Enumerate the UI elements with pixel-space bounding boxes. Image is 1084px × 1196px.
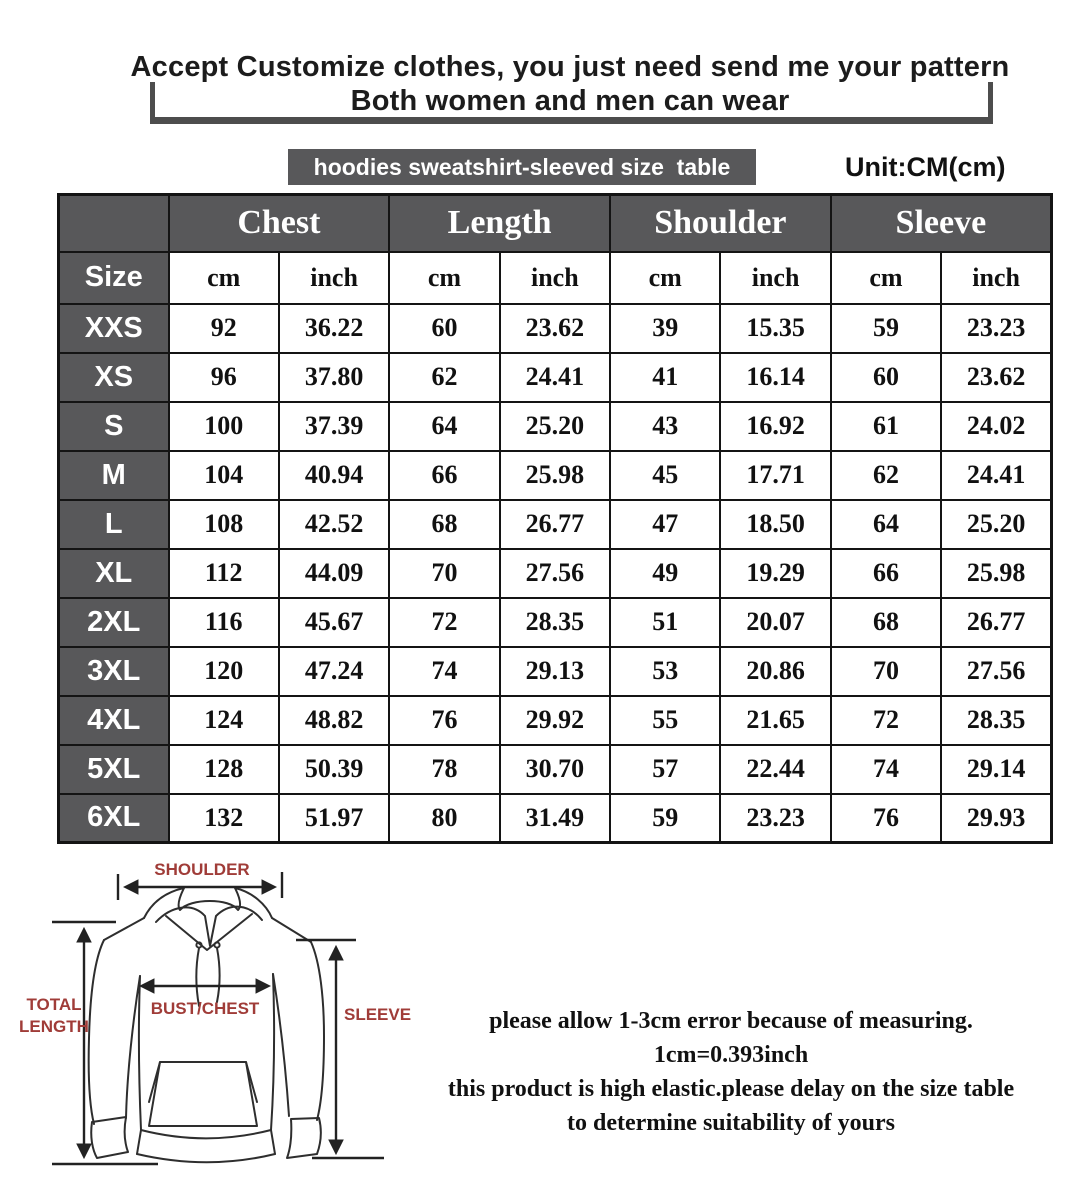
value-cell: 26.77: [941, 598, 1051, 647]
value-cell: 51: [610, 598, 720, 647]
size-cell: 4XL: [59, 696, 169, 745]
value-cell: 74: [831, 745, 941, 794]
value-cell: 29.92: [500, 696, 610, 745]
value-cell: 92: [169, 304, 279, 353]
value-cell: 66: [389, 451, 499, 500]
value-cell: 60: [389, 304, 499, 353]
table-caption-bar: hoodies sweatshirt-sleeved size table: [288, 149, 756, 185]
group-header-row: [59, 195, 1052, 252]
value-cell: 24.41: [500, 353, 610, 402]
total-length-label-line2: LENGTH: [19, 1017, 89, 1036]
table-header: [59, 195, 1052, 304]
value-cell: 25.98: [500, 451, 610, 500]
value-cell: 132: [169, 794, 279, 843]
size-cell: XS: [59, 353, 169, 402]
value-cell: 18.50: [720, 500, 830, 549]
value-cell: 61: [831, 402, 941, 451]
note-line: to determine suitability of yours: [567, 1110, 895, 1136]
col-group-sleeve: Sleeve: [831, 195, 1052, 252]
value-cell: 104: [169, 451, 279, 500]
unit-label: Unit:CM(cm): [845, 152, 1006, 182]
value-cell: 49: [610, 549, 720, 598]
value-cell: 68: [389, 500, 499, 549]
value-cell: 48.82: [279, 696, 389, 745]
value-cell: 20.86: [720, 647, 830, 696]
size-cell: XL: [59, 549, 169, 598]
value-cell: 57: [610, 745, 720, 794]
table-row: [59, 451, 1052, 500]
value-cell: 25.20: [500, 402, 610, 451]
value-cell: 124: [169, 696, 279, 745]
value-cell: 24.02: [941, 402, 1051, 451]
value-cell: 64: [831, 500, 941, 549]
value-cell: 23.62: [500, 304, 610, 353]
value-cell: 55: [610, 696, 720, 745]
value-cell: 20.07: [720, 598, 830, 647]
value-cell: 37.80: [279, 353, 389, 402]
value-cell: 26.77: [500, 500, 610, 549]
unit-header-cell: inch: [720, 252, 830, 304]
value-cell: 25.20: [941, 500, 1051, 549]
table-row: [59, 549, 1052, 598]
unit-header-cell: cm: [389, 252, 499, 304]
value-cell: 76: [389, 696, 499, 745]
value-cell: 42.52: [279, 500, 389, 549]
total-length-dimension-arrow: [52, 922, 158, 1164]
value-cell: 39: [610, 304, 720, 353]
size-cell: 5XL: [59, 745, 169, 794]
value-cell: 28.35: [941, 696, 1051, 745]
unit-header-cell: cm: [610, 252, 720, 304]
value-cell: 60: [831, 353, 941, 402]
value-cell: 96: [169, 353, 279, 402]
value-cell: 15.35: [720, 304, 830, 353]
size-cell: 6XL: [59, 794, 169, 843]
value-cell: 59: [610, 794, 720, 843]
sleeve-label: SLEEVE: [344, 1005, 412, 1024]
value-cell: 47: [610, 500, 720, 549]
corner-cell: [59, 195, 169, 252]
value-cell: 64: [389, 402, 499, 451]
value-cell: 72: [831, 696, 941, 745]
value-cell: 59: [831, 304, 941, 353]
value-cell: 28.35: [500, 598, 610, 647]
value-cell: 44.09: [279, 549, 389, 598]
size-cell: 3XL: [59, 647, 169, 696]
size-table: [57, 193, 1053, 844]
value-cell: 16.14: [720, 353, 830, 402]
value-cell: 66: [831, 549, 941, 598]
value-cell: 112: [169, 549, 279, 598]
unit-header-cell: inch: [500, 252, 610, 304]
value-cell: 100: [169, 402, 279, 451]
value-cell: 120: [169, 647, 279, 696]
value-cell: 50.39: [279, 745, 389, 794]
title-line-1: Accept Customize clothes, you just need send me your pattern: [130, 51, 1010, 83]
value-cell: 41: [610, 353, 720, 402]
table-row: [59, 402, 1052, 451]
table-row: [59, 304, 1052, 353]
value-cell: 68: [831, 598, 941, 647]
value-cell: 43: [610, 402, 720, 451]
value-cell: 29.13: [500, 647, 610, 696]
value-cell: 40.94: [279, 451, 389, 500]
value-cell: 21.65: [720, 696, 830, 745]
value-cell: 29.93: [941, 794, 1051, 843]
unit-header-row: [59, 252, 1052, 304]
value-cell: 108: [169, 500, 279, 549]
value-cell: 17.71: [720, 451, 830, 500]
value-cell: 62: [389, 353, 499, 402]
table-row: [59, 745, 1052, 794]
size-cell: S: [59, 402, 169, 451]
value-cell: 29.14: [941, 745, 1051, 794]
note-line: please allow 1-3cm error because of measuring.: [489, 1008, 973, 1034]
value-cell: 53: [610, 647, 720, 696]
page-title: [120, 50, 1020, 118]
value-cell: 128: [169, 745, 279, 794]
unit-header-cell: cm: [831, 252, 941, 304]
value-cell: 37.39: [279, 402, 389, 451]
unit-header-cell: inch: [941, 252, 1051, 304]
value-cell: 70: [831, 647, 941, 696]
value-cell: 74: [389, 647, 499, 696]
value-cell: 80: [389, 794, 499, 843]
size-cell: 2XL: [59, 598, 169, 647]
size-column-header: Size: [59, 252, 169, 304]
value-cell: 16.92: [720, 402, 830, 451]
value-cell: 25.98: [941, 549, 1051, 598]
shoulder-label: SHOULDER: [154, 860, 250, 879]
sleeve-dimension-arrow: [296, 940, 384, 1158]
value-cell: 27.56: [941, 647, 1051, 696]
value-cell: 36.22: [279, 304, 389, 353]
value-cell: 45: [610, 451, 720, 500]
total-length-label-line1: TOTAL: [26, 995, 82, 1014]
col-group-chest: Chest: [169, 195, 390, 252]
value-cell: 22.44: [720, 745, 830, 794]
value-cell: 24.41: [941, 451, 1051, 500]
value-cell: 47.24: [279, 647, 389, 696]
table-row: [59, 500, 1052, 549]
note-line: this product is high elastic.please delay on the size table: [447, 1076, 1015, 1102]
title-line-2: Both women and men can wear: [350, 85, 790, 117]
table-row: [59, 647, 1052, 696]
unit-header-cell: cm: [169, 252, 279, 304]
value-cell: 30.70: [500, 745, 610, 794]
table-row: [59, 794, 1052, 843]
note-line: 1cm=0.393inch: [653, 1042, 809, 1068]
measuring-notes: [400, 1004, 1062, 1140]
unit-header-cell: inch: [279, 252, 389, 304]
value-cell: 72: [389, 598, 499, 647]
hoodie-measure-diagram: [6, 858, 436, 1188]
value-cell: 62: [831, 451, 941, 500]
value-cell: 78: [389, 745, 499, 794]
col-group-shoulder: Shoulder: [610, 195, 831, 252]
table-row: [59, 696, 1052, 745]
value-cell: 45.67: [279, 598, 389, 647]
value-cell: 23.23: [941, 304, 1051, 353]
table-row: [59, 598, 1052, 647]
hoodie-drawing: [89, 888, 324, 1162]
value-cell: 23.62: [941, 353, 1051, 402]
table-row: [59, 353, 1052, 402]
value-cell: 116: [169, 598, 279, 647]
value-cell: 31.49: [500, 794, 610, 843]
size-cell: L: [59, 500, 169, 549]
value-cell: 70: [389, 549, 499, 598]
value-cell: 51.97: [279, 794, 389, 843]
col-group-length: Length: [389, 195, 610, 252]
value-cell: 76: [831, 794, 941, 843]
value-cell: 23.23: [720, 794, 830, 843]
size-cell: M: [59, 451, 169, 500]
value-cell: 27.56: [500, 549, 610, 598]
size-cell: XXS: [59, 304, 169, 353]
bust-chest-label: BUST/CHEST: [150, 999, 260, 1018]
value-cell: 19.29: [720, 549, 830, 598]
table-body: [59, 304, 1052, 843]
